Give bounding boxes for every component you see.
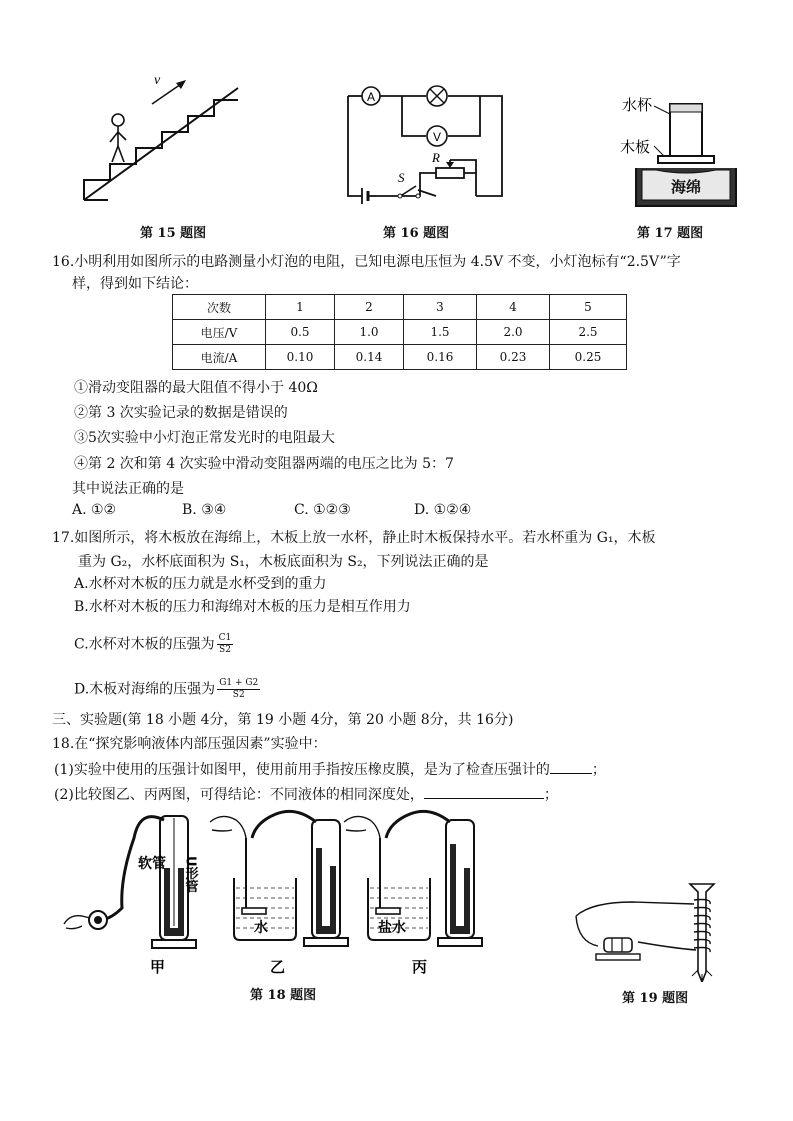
ammeter-label: A: [366, 90, 376, 104]
q17-option-d[interactable]: [74, 678, 260, 701]
fig15-caption: 第 15 题图: [140, 226, 207, 241]
fig16-caption: 第 16 题图: [383, 226, 450, 241]
panel-label-bing: 丙: [412, 958, 428, 976]
cup-label: 水杯: [622, 96, 653, 114]
voltmeter-label: V: [432, 130, 442, 144]
q18-part2: [54, 784, 558, 804]
q17-option-a[interactable]: A.水杯对木板的压力就是水杯受到的重力: [74, 576, 327, 592]
table-row: [173, 345, 627, 370]
table-cell: 1.5: [404, 320, 477, 345]
table-cell: 5: [550, 295, 627, 320]
q17-option-c[interactable]: [74, 633, 233, 656]
table-header-cell: 次数: [173, 295, 266, 320]
q18-part1-end: ；: [591, 762, 606, 778]
hose-label: 软管: [138, 856, 166, 872]
q16-option-d[interactable]: D. ①②④: [414, 502, 472, 518]
table-row: [173, 320, 627, 345]
fig18-caption: 第 18 题图: [250, 988, 317, 1003]
q16-option-a[interactable]: A. ①②: [72, 502, 117, 518]
fig19-electromagnet-diagram: [572, 872, 752, 982]
saltwater-label: 盐水: [378, 920, 406, 936]
panel-label-yi: 乙: [270, 958, 286, 976]
table-cell: 3: [404, 295, 477, 320]
fig17-caption: 第 17 题图: [637, 226, 704, 241]
fig15-stairs-diagram: [78, 70, 248, 210]
q16-option-c[interactable]: C. ①②③: [294, 502, 351, 518]
table-header-cell: 电流/A: [173, 345, 266, 370]
q18-part1: [54, 759, 606, 779]
fig16-circuit-diagram: [340, 78, 520, 208]
q16-statement: ②第 3 次实验记录的数据是错误的: [74, 405, 288, 421]
table-cell: 2: [335, 295, 404, 320]
q18-part1-text: (1)实验中使用的压强计如图甲，使用前用手指按压橡皮膜，是为了检查压强计的: [54, 762, 550, 778]
q17-stem-line2: 重为 G₂，水杯底面积为 S₁，木板底面积为 S₂，下列说法正确的是: [78, 554, 489, 570]
q16-statement: ③5次实验中小灯泡正常发光时的电阻最大: [74, 430, 335, 446]
q17-stem-line1: 17.如图所示，将木板放在海绵上，木板上放一水杯，静止时木板保持水平。若水杯重为 G₁，木板: [52, 530, 656, 546]
panel-bing: [344, 811, 482, 976]
table-cell: 0.25: [550, 345, 627, 370]
fig17-sponge-diagram: [610, 86, 760, 214]
sponge-label: 海绵: [670, 178, 702, 196]
q17-option-d-text: D.木板对海绵的压强为: [74, 681, 216, 698]
table-row: [173, 295, 627, 320]
fraction-denominator: S2: [232, 690, 245, 700]
panel-yi: [210, 811, 348, 976]
table-header-cell: 电压/V: [173, 320, 266, 345]
panel-jia: [64, 816, 198, 976]
switch-label: S: [398, 170, 405, 185]
fig19-caption: 第 19 题图: [622, 991, 689, 1006]
fraction: [217, 678, 260, 701]
q17-option-c-text: C.水杯对木板的压强为: [74, 636, 215, 653]
u-tube-label: U形管: [182, 856, 198, 893]
table-cell: 2.0: [477, 320, 550, 345]
q18-part2-text: (2)比较图乙、丙两图，可得结论：不同液体的相同深度处，: [54, 787, 424, 803]
board-label: 木板: [620, 138, 651, 156]
rheostat-label: R: [432, 150, 440, 165]
q16-statement: ④第 2 次和第 4 次实验中滑动变阻器两端的电压之比为 5：7: [74, 456, 454, 472]
q17-option-b[interactable]: B.水杯对木板的压力和海绵对木板的压力是相互作用力: [74, 599, 411, 615]
fig18-pressure-gauge-diagram: [60, 808, 490, 984]
q16-option-b[interactable]: B. ③④: [182, 502, 227, 518]
table-cell: 4: [477, 295, 550, 320]
water-label: 水: [254, 920, 268, 936]
table-cell: 0.23: [477, 345, 550, 370]
fraction: [217, 633, 234, 656]
fraction-numerator: C1: [218, 633, 232, 643]
section3-heading: 三、实验题(第 18 小题 4分，第 19 小题 4分，第 20 小题 8分，共 16分): [52, 712, 514, 728]
table-cell: 0.16: [404, 345, 477, 370]
table-cell: 1: [266, 295, 335, 320]
q16-prompt: 其中说法正确的是: [72, 481, 184, 497]
q16-stem-line2: 样，得到如下结论：: [72, 276, 198, 292]
table-cell: 2.5: [550, 320, 627, 345]
table-cell: 0.10: [266, 345, 335, 370]
q16-statement: ①滑动变阻器的最大阻值不得小于 40Ω: [74, 380, 318, 396]
table-cell: 0.14: [335, 345, 404, 370]
answer-blank[interactable]: [424, 797, 544, 799]
speed-label: v: [154, 73, 161, 88]
panel-label-jia: 甲: [150, 958, 166, 976]
fraction-numerator: G1 + G2: [219, 678, 259, 688]
table-cell: 0.5: [266, 320, 335, 345]
q18-part2-end: ；: [543, 787, 558, 803]
q16-data-table: [172, 294, 627, 370]
table-cell: 1.0: [335, 320, 404, 345]
answer-blank[interactable]: [550, 772, 592, 774]
q16-stem-line1: 16.小明利用如图所示的电路测量小灯泡的电阻，已知电源电压恒为 4.5V 不变，小灯泡标有“2.5V”字: [52, 254, 681, 270]
fraction-denominator: S2: [219, 645, 231, 655]
q18-stem: 18.在“探究影响液体内部压强因素”实验中：: [52, 736, 327, 752]
